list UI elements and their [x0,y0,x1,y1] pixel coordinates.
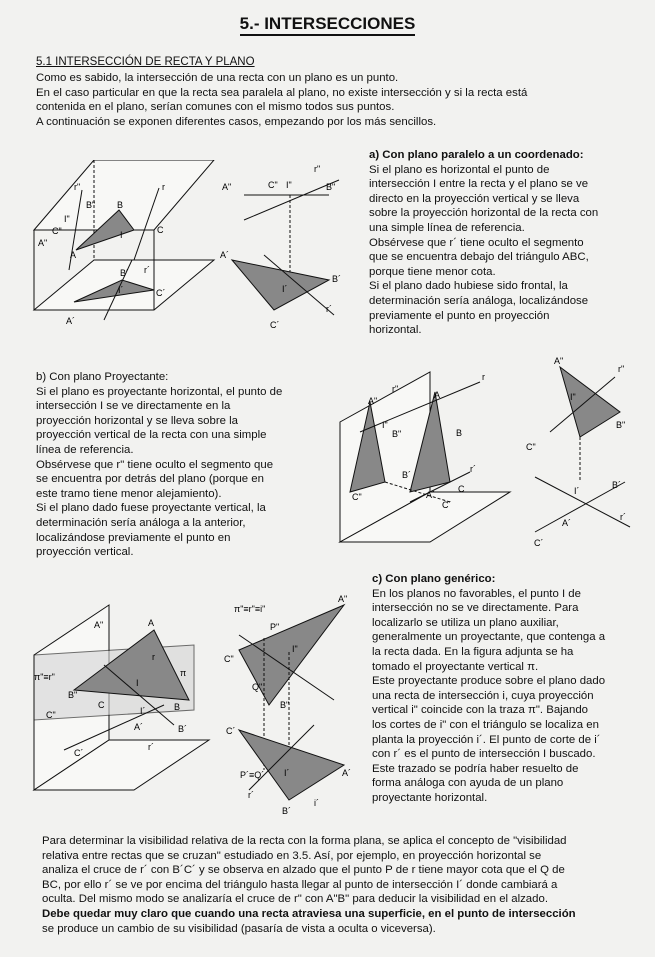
label: r [162,182,165,192]
label: C´ [226,726,236,736]
label: A" [38,238,48,248]
case-a-line: intersección I entre la recta y el plano se ve [369,178,589,191]
conclusion-line: analiza el cruce de r´ con B´C´ y se observa en alzado que el punto P de r tiene mayor cota que el Q de [42,864,565,877]
label: I [120,230,123,240]
case-c-line: con r´ es el punto de intersección I buscado. [372,748,596,761]
label: I" [286,180,292,190]
case-b-line: determinación sería análoga a la anterior, [36,516,246,529]
label: I" [382,420,388,430]
label: A" [368,396,378,406]
case-b-text [36,370,282,560]
case-b-line: intersección I se ve directamente en la [36,400,231,413]
label: B´ [402,470,411,480]
label: C´ [156,288,166,298]
case-c-heading: c) Con plano genérico: [372,573,496,585]
label: I" [292,644,298,654]
case-b-line: Si el plano es proyectante horizontal, el punto de [36,385,283,398]
label: r" [74,182,81,192]
case-c-line: En los planos no favorables, el punto I de [372,587,581,600]
label: C" [224,654,234,664]
case-a-line: Si el plano dado hubiese sido frontal, la [369,280,568,293]
label: I" [570,392,576,402]
label: A" [338,594,348,604]
label: r´ [148,742,154,752]
case-b-line: proyección vertical. [36,546,134,559]
conclusion-line: BC, por ello r´ se ve por encima del triángulo hasta llegar al punto de intersección I´ donde cambiará a [42,878,558,891]
label: r [482,372,485,382]
conclusion-paragraph [42,834,576,936]
case-b-line: línea de referencia. [36,443,134,456]
label: B" [326,182,336,192]
case-a-line: previamente el punto en proyección [369,309,550,322]
label: I´ [140,706,146,716]
label: C" [352,492,362,502]
intro-line: A continuación se exponen diferentes casos, empezando por los más sencillos. [36,115,437,128]
label: I [136,678,139,688]
intro-paragraph [36,71,527,129]
label: π"≡r" [34,672,55,682]
case-b-line: localizándose previamente el punto en [36,531,231,544]
conclusion-line: relativa entre rectas que se cruzan" estudiado en 3.5. Así, por ejemplo, en proyección horizontal se [42,849,542,862]
case-c-line: proyectante horizontal. [372,791,488,804]
case-a-line: Si el plano es horizontal el punto de [369,163,550,176]
label: I´ [282,284,288,294]
label: B´ [120,268,129,278]
case-c-line: forma análoga con ayuda de un plano [372,777,564,790]
label: r´ [620,512,626,522]
label: A [434,390,441,400]
label: r" [314,164,321,174]
label: P" [270,622,280,632]
label: C [458,484,465,494]
case-b-line: Obsérvese que r" tiene oculto el segmento que [36,458,274,471]
label: A´ [66,316,75,326]
label: B´ [178,724,187,734]
label: B´ [282,806,291,816]
label: r´ [470,464,476,474]
label: P´≡Q´ [240,770,265,780]
label: B´ [332,274,341,284]
label: r" [392,384,399,394]
label: C [157,225,164,235]
label: r´ [144,265,150,275]
label: Q" [252,682,263,692]
label: C´ [534,538,544,548]
label: B" [68,690,78,700]
case-b-line: este tramo tiene menor alejamiento). [36,487,222,500]
label: I" [64,214,70,224]
label: C´ [270,320,280,330]
page-title: 5.- INTERSECCIONES [0,14,655,34]
case-a-text [369,148,598,338]
label: A´ [134,722,143,732]
conclusion-line: Para determinar la visibilidad relativa de la recta con la forma plana, se aplica el concepto de "visibilidad [42,835,567,847]
label: B" [392,429,402,439]
label: I´ [574,486,580,496]
case-c-line: una recta de intersección i, cuya proyección [372,689,594,702]
label: A" [554,356,564,366]
label: A" [94,620,104,630]
label: A´ [220,250,229,260]
intro-line: Como es sabido, la intersección de una recta con un plano es un punto. [36,72,399,84]
label: C" [526,442,536,452]
figure-a-perspective [14,160,354,335]
label: π [180,668,187,678]
intro-line: En el caso particular en que la recta sea paralela al plano, no existe intersección y si la recta está [36,86,528,99]
section-heading: 5.1 INTERSECCIÓN DE RECTA Y PLANO [36,56,255,68]
case-a-line: sobre la proyección horizontal de la recta con [369,207,599,220]
label: B´ [612,480,621,490]
intro-line: contenida en el plano, serían comunes con el mismo todos sus puntos. [36,101,395,114]
label: π"≡r"≡i" [234,604,266,614]
label: I´ [118,285,124,295]
label: A [148,618,155,628]
label: i´ [314,798,319,808]
case-c-line: tomado el proyectante vertical π. [372,660,539,673]
case-a-line: directo en la proyección vertical y se lleva [369,192,580,205]
case-b-line: Si el plano dado fuese proyectante vertical, la [36,502,266,515]
case-c-line: vertical i" coincide con la traza π". Bajando [372,704,589,717]
label: A [70,250,77,260]
label: A´ [426,490,435,500]
label: C" [52,226,62,236]
case-c-line: la recta dada. En la figura adjunta se ha [372,645,574,658]
conclusion-line: se produce un cambio de su visibilidad (pasaría de vista a oculta o viceversa). [42,922,436,935]
conclusion-line: oculta. Del mismo modo se analizaría el cruce de r" con A"B" para deducir la visibilidad en el alzado. [42,893,548,906]
label: A´ [562,518,571,528]
case-b-heading: b) Con plano Proyectante: [36,371,169,383]
label: I´ [284,768,290,778]
label: C" [268,180,278,190]
label: A" [222,182,232,192]
case-b-line: proyección horizontal y se lleva sobre la [36,414,238,427]
label: B" [280,700,290,710]
label: C" [46,710,56,720]
case-a-line: horizontal. [369,324,422,337]
case-c-line: Este proyectante produce sobre el plano dado [372,675,606,688]
figure-b [330,352,650,552]
label: r" [618,364,625,374]
label: C´ [442,500,452,510]
case-b-line: se encuentra por detrás del plano (porque en [36,473,264,486]
case-a-line: que se encuentra debajo del triángulo ABC, [369,251,589,264]
label: B" [616,420,626,430]
label: r´ [326,304,332,314]
case-c-line: planta la proyección i´. El punto de corte de i´ [372,733,601,746]
case-c-text [372,572,605,806]
label: C [98,700,105,710]
label: B [174,702,181,712]
label: B [117,200,124,210]
label: A´ [342,768,351,778]
case-a-line: una simple línea de referencia. [369,221,525,234]
case-a-line: Obsérvese que r´ tiene oculto el segmento [369,236,584,249]
case-c-line: localizarlo se utiliza un plano auxiliar, [372,616,559,629]
case-a-line: determinación sería análoga, localizándose [369,294,589,307]
conclusion-line: Debe quedar muy claro que cuando una recta atraviesa una superficie, en el punto de intersección [42,907,576,920]
figure-c [14,590,364,820]
label: B [456,428,463,438]
label: r´ [248,790,254,800]
case-a-line: porque tiene menor cota. [369,265,496,278]
case-b-line: proyección vertical de la recta con una simple [36,429,267,442]
case-c-line: generalmente un proyectante, que contenga a [372,631,606,644]
case-c-line: Este trazado se podría haber resuelto de [372,762,579,775]
case-a-heading: a) Con plano paralelo a un coordenado: [369,149,584,161]
case-c-line: los cortes de i" con el triángulo se localiza en [372,718,599,731]
case-c-line: intersección no se ve directamente. Para [372,602,579,615]
label: B" [86,200,96,210]
label: r [152,652,155,662]
label: C´ [74,748,84,758]
